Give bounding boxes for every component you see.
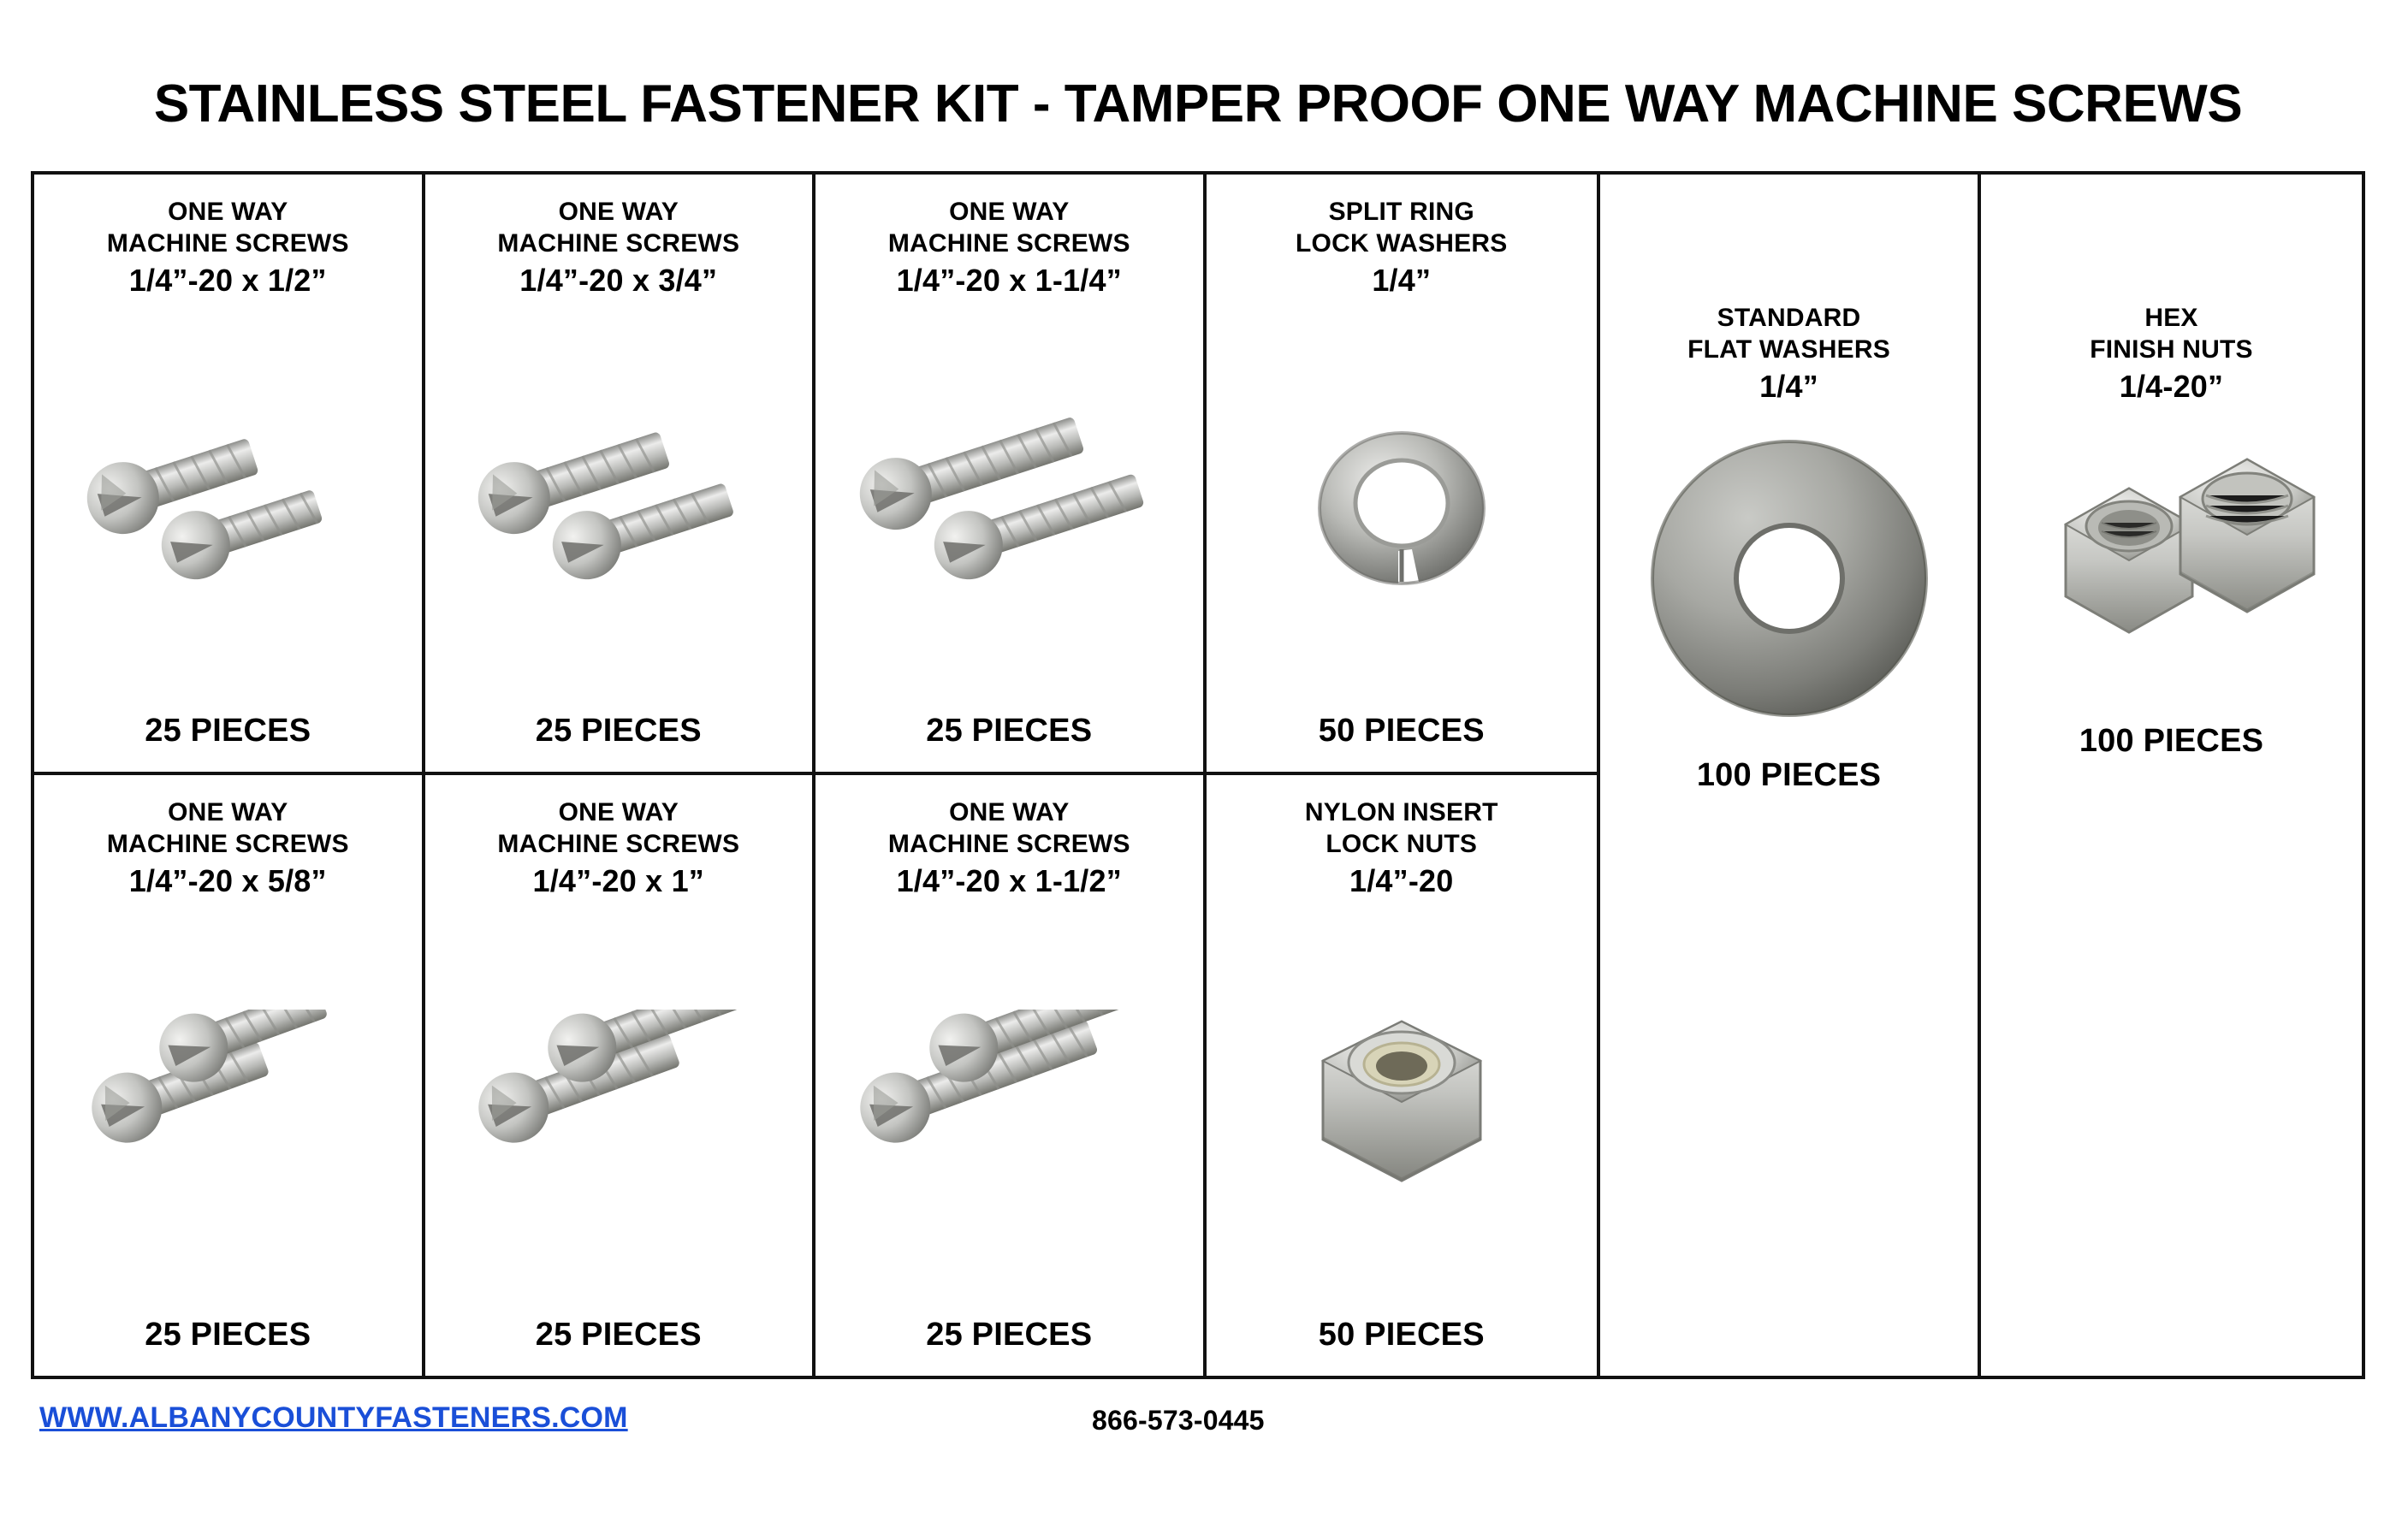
page-title: STAINLESS STEEL FASTENER KIT - TAMPER PROOF ONE WAY MACHINE SCREWS (153, 74, 2243, 133)
cell-caption-line1: ONE WAY (168, 198, 288, 226)
cell-count: 25 PIECES (926, 713, 1093, 749)
screw-pair-image (425, 899, 813, 1317)
cell-caption-line2: FINISH NUTS (2090, 335, 2253, 364)
hex-finish-nuts-image (1981, 420, 2362, 702)
cell-count: 25 PIECES (145, 713, 311, 749)
cell-caption (107, 797, 349, 860)
cell-one-way-machine-screws-5-8 (34, 775, 425, 1376)
cell-caption (1296, 197, 1507, 259)
screw-pair-image (425, 299, 813, 713)
cell-one-way-machine-screws-1-2 (34, 175, 425, 772)
grid-row-bottom (34, 775, 1597, 1376)
cell-one-way-machine-screws-1 (425, 775, 816, 1376)
cell-hex-finish-nuts (1981, 175, 2362, 1376)
cell-count: 25 PIECES (535, 713, 702, 749)
cell-size: 1/4”-20 x 1-1/4” (896, 263, 1122, 299)
grid-row-top (34, 175, 1597, 775)
flat-washer-image (1600, 420, 1978, 737)
cell-count: 100 PIECES (1696, 757, 1882, 794)
cell-size: 1/4” (1372, 263, 1432, 299)
cell-size: 1/4”-20 x 1-1/2” (896, 863, 1122, 899)
cell-nylon-insert-lock-nuts (1207, 775, 1598, 1376)
cell-count-wrap (145, 713, 311, 772)
cell-caption-line1: ONE WAY (168, 798, 288, 826)
cell-split-ring-lock-washers (1207, 175, 1598, 772)
cell-caption-line2: MACHINE SCREWS (887, 228, 1130, 258)
cell-size: 1/4” (1759, 369, 1818, 405)
cell-count-wrap (1319, 713, 1485, 772)
cell-count-wrap (145, 1317, 311, 1376)
cell-caption (497, 797, 739, 860)
cell-size: 1/4”-20 x 1” (532, 863, 705, 899)
cell-standard-flat-washers (1600, 175, 1981, 1376)
footer (31, 1393, 2365, 1470)
cell-caption-line2: MACHINE SCREWS (497, 829, 740, 858)
cell-one-way-machine-screws-3-4 (425, 175, 816, 772)
cell-caption-line1: ONE WAY (949, 798, 1070, 826)
cell-caption-line1: ONE WAY (558, 798, 679, 826)
cell-count-wrap (1319, 1317, 1485, 1376)
nylon-insert-lock-nut-image (1207, 899, 1598, 1317)
cell-size: 1/4”-20 x 1/2” (128, 263, 327, 299)
cell-caption-line1: HEX (2144, 304, 2198, 332)
cell-caption-line1: STANDARD (1717, 304, 1861, 332)
cell-caption-line1: NYLON INSERT (1304, 798, 1498, 826)
cell-one-way-machine-screws-1-1-2 (815, 775, 1207, 1376)
screw-grid (34, 175, 1600, 1376)
cell-caption-line1: ONE WAY (558, 198, 679, 226)
cell-size: 1/4”-20 x 5/8” (128, 863, 327, 899)
cell-caption (888, 797, 1130, 860)
website-link[interactable]: WWW.ALBANYCOUNTYFASTENERS.COM (39, 1401, 628, 1434)
cell-caption (1687, 303, 1890, 365)
split-ring-lock-washer-image (1207, 299, 1598, 713)
cell-count: 25 PIECES (535, 1317, 702, 1353)
cell-caption-line2: FLAT WASHERS (1687, 335, 1890, 364)
cell-caption (497, 197, 739, 259)
cell-caption (2090, 303, 2253, 365)
cell-caption (1305, 797, 1498, 860)
cell-count: 100 PIECES (2079, 723, 2264, 760)
screw-pair-image (815, 899, 1203, 1317)
cell-caption-line2: LOCK NUTS (1326, 829, 1478, 858)
phone-number: 866-573-0445 (1092, 1405, 1265, 1436)
cell-caption-line2: MACHINE SCREWS (887, 829, 1130, 858)
cell-count: 25 PIECES (145, 1317, 311, 1353)
cell-count: 50 PIECES (1318, 713, 1485, 749)
cell-count: 50 PIECES (1318, 1317, 1485, 1353)
cell-size: 1/4-20” (2119, 369, 2224, 405)
cell-caption-line2: MACHINE SCREWS (106, 829, 349, 858)
cell-caption-line1: ONE WAY (949, 198, 1070, 226)
screw-pair-image (34, 299, 422, 713)
cell-caption-line2: MACHINE SCREWS (106, 228, 349, 258)
cell-size: 1/4”-20 (1349, 863, 1454, 899)
cell-caption (107, 197, 349, 259)
cell-count-wrap (536, 713, 702, 772)
screw-pair-image (815, 299, 1203, 713)
cell-caption-line2: MACHINE SCREWS (497, 228, 740, 258)
cell-count-wrap (536, 1317, 702, 1376)
cell-caption-line1: SPLIT RING (1328, 198, 1474, 226)
cell-count-wrap (926, 1317, 1092, 1376)
cell-count-wrap (926, 713, 1092, 772)
washer-nut-columns (1600, 175, 2362, 1376)
screw-pair-image (34, 899, 422, 1317)
cell-caption (888, 197, 1130, 259)
cell-size: 1/4”-20 x 3/4” (519, 263, 718, 299)
cell-caption-line2: LOCK WASHERS (1296, 228, 1508, 258)
cell-one-way-machine-screws-1-1-4 (815, 175, 1207, 772)
product-grid (31, 171, 2365, 1379)
cell-count: 25 PIECES (926, 1317, 1093, 1353)
